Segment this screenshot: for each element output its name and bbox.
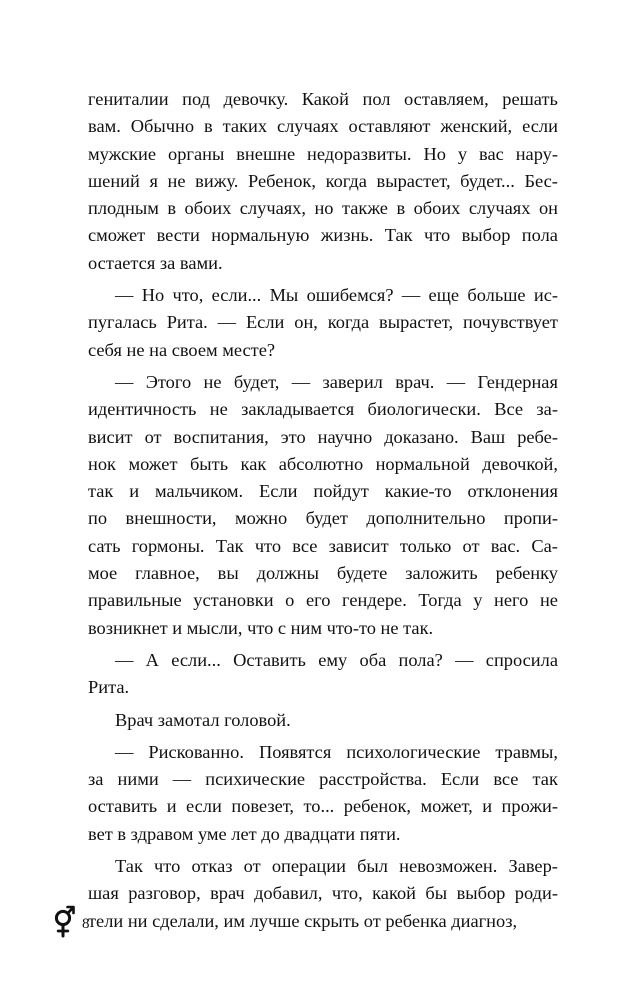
text-line: идентичность не закладывается биологически. Все за- <box>88 399 558 420</box>
text-line: вет в здравом уме лет до двадцати пяти. <box>88 823 401 844</box>
text-line: возникнет и мысли, что с ним что-то не так. <box>88 617 434 638</box>
text-line: по внешности, можно будет дополнительно пропи- <box>88 508 558 529</box>
gender-symbol-icon <box>52 904 76 938</box>
text-line: оставить и если повезет, то... ребенок, может, и прожи- <box>88 796 558 817</box>
text-line: нок может быть как абсолютно нормальной девочкой, <box>88 453 558 474</box>
text-line: за ними — психические расстройства. Если все так <box>88 769 558 790</box>
text-line: — Этого не будет, — заверил врач. — Гендерная <box>115 371 558 392</box>
text-line: правильные установки о его гендере. Тогда у него не <box>88 590 558 611</box>
text-line: — А если... Оставить ему оба пола? — спросила <box>115 649 558 670</box>
text-line: так и мальчиком. Если пойдут какие-то отклонения <box>88 481 558 502</box>
body-text <box>88 86 558 940</box>
text-line: шений я не вижу. Ребенок, когда вырастет, будет... Бес- <box>88 170 558 191</box>
page-footer <box>52 904 90 938</box>
text-line: вам. Обычно в таких случаях оставляют женский, если <box>88 116 558 137</box>
text-line: — Но что, если... Мы ошибемся? — еще больше ис- <box>115 285 558 306</box>
text-line: гениталии под девочку. Какой пол оставляем, решать <box>88 89 558 109</box>
text-line: Врач замотал головой. <box>115 709 291 730</box>
text-line: себя не на своем месте? <box>88 339 276 360</box>
text-line: остается за вами. <box>88 252 223 273</box>
text-line: плодным в обоих случаях, но также в обоих случаях он <box>88 198 558 219</box>
text-line: Рита. <box>88 677 130 698</box>
text-line: тели ни сделали, им лучше скрыть от ребенка диагноз, <box>88 910 518 931</box>
text-line: — Рискованно. Появятся психологические травмы, <box>115 741 558 762</box>
text-line: мужские органы внешне недоразвиты. Но у вас нару- <box>88 143 558 164</box>
text-line: Так что отказ от операции был невозможен. Завер- <box>115 856 558 877</box>
text-line: пугалась Рита. — Если он, когда вырастет, почувствует <box>88 312 558 333</box>
text-line: мое главное, вы должны будете заложить ребенку <box>88 563 558 584</box>
text-line: шая разговор, врач добавил, что, какой бы выбор роди- <box>88 883 558 904</box>
text-line: сможет вести нормальную жизнь. Так что выбор пола <box>88 225 558 246</box>
page-number: 8 <box>82 915 90 932</box>
text-line: висит от воспитания, это научно доказано. Ваш ребе- <box>88 426 558 447</box>
text-line: сать гормоны. Так что все зависит только от вас. Са- <box>88 535 558 556</box>
